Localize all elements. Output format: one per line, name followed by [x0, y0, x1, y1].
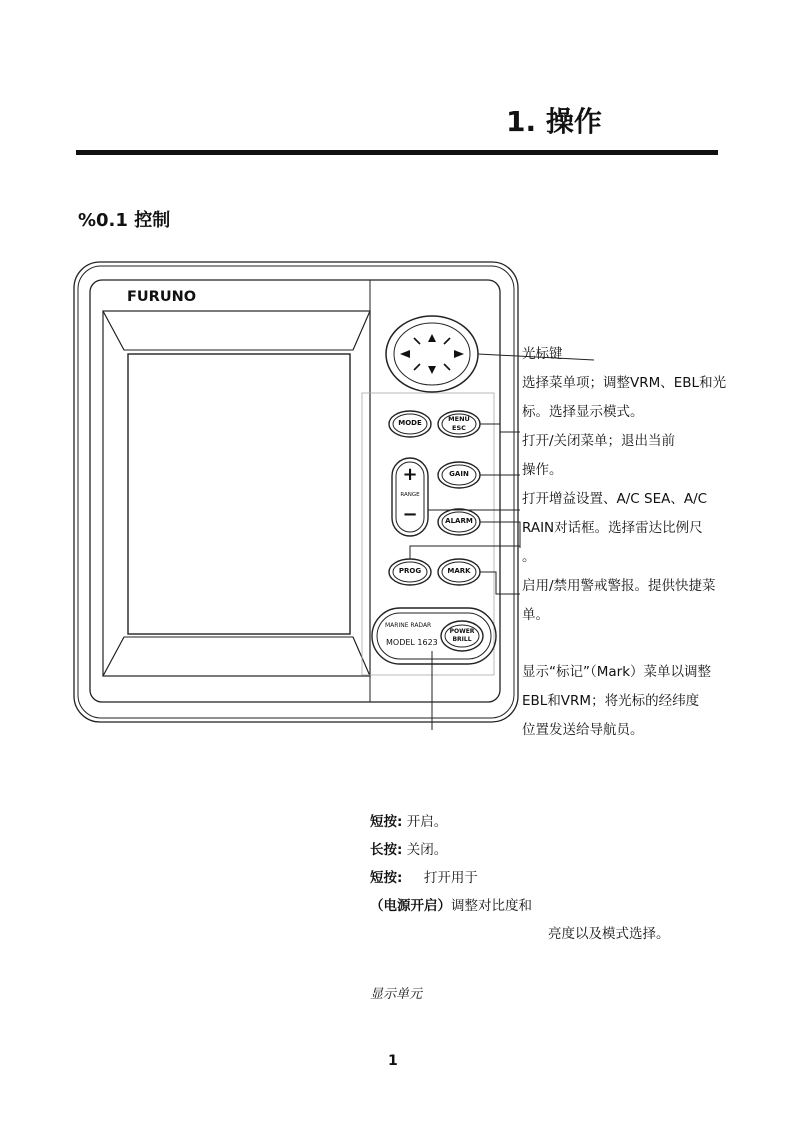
annotation-line: 位置发送给导航员。	[522, 722, 644, 738]
arrow-left-icon	[400, 350, 410, 358]
arrow-up-icon	[428, 334, 436, 342]
prog-button[interactable]: PROG	[398, 567, 422, 575]
annotation-block	[522, 369, 726, 630]
arrow-right-icon	[454, 350, 464, 358]
chapter-title: 1. 操作	[506, 105, 602, 138]
annotation-line: 。	[522, 549, 536, 565]
annotation-line: 打开/关闭菜单；退出当前	[522, 433, 676, 449]
esc-label: ESC	[452, 424, 466, 432]
power-label: POWER	[449, 628, 475, 635]
cursor-key-label: 光标键	[522, 346, 563, 362]
mark-button[interactable]: MARK	[447, 567, 471, 575]
short-press-text: 开启。	[406, 814, 448, 830]
section-title: %0.1 控制	[78, 210, 171, 231]
range-plus-button[interactable]: +	[402, 464, 418, 485]
mark-annotation-block	[522, 658, 711, 745]
annotation-line: 操作。	[522, 462, 563, 478]
menu-esc-button[interactable]	[443, 415, 475, 433]
short-press-label: 短按:	[370, 814, 403, 830]
page-number: 1	[388, 1053, 398, 1069]
annotation-line: RAIN对话框。选择雷达比例尺	[522, 520, 703, 536]
power-notes	[370, 808, 670, 948]
short-press2-text: 打开用于	[423, 870, 478, 886]
annotation-line: 标。选择显示模式。	[522, 404, 644, 420]
annotation-line: 选择菜单项；调整VRM、EBL和光	[522, 375, 727, 391]
figure-caption: 显示单元	[370, 987, 423, 1002]
annotation-line: 单。	[522, 607, 549, 623]
range-label: RANGE	[400, 492, 420, 498]
mode-button[interactable]: MODE	[398, 419, 422, 427]
annotation-line: 打开增益设置、A/C SEA、A/C	[522, 491, 708, 507]
gain-button[interactable]: GAIN	[449, 470, 469, 478]
annotation-line: 显示“标记”（Mark）菜单以调整	[522, 664, 712, 680]
long-press-label: 长按:	[370, 842, 403, 858]
power-on-text: 调整对比度和	[451, 898, 532, 914]
notes-continued: 亮度以及模式选择。	[548, 926, 670, 942]
alarm-button[interactable]: ALARM	[445, 517, 473, 525]
long-press-text: 关闭。	[406, 842, 448, 858]
screen	[128, 354, 350, 634]
power-brill-button[interactable]	[446, 628, 478, 644]
brill-label: BRILL	[452, 636, 472, 643]
power-on-label: （电源开启）	[370, 898, 451, 914]
menu-label: MENU	[448, 415, 470, 423]
screen-bevel-bottom	[103, 637, 370, 676]
cursor-pad-outer	[386, 316, 478, 392]
annotation-line: 启用/禁用警戒警报。提供快捷菜	[522, 578, 716, 594]
brand-logo: FURUNO	[127, 289, 197, 305]
model-number-label: MODEL 1623	[386, 638, 438, 647]
short-press2-label: 短按:	[370, 870, 403, 886]
range-minus-button[interactable]: −	[402, 504, 418, 525]
annotation-line: EBL和VRM；将光标的经纬度	[522, 693, 700, 709]
model-series-label: MARINE RADAR	[385, 622, 432, 629]
screen-bevel-top	[103, 311, 370, 350]
arrow-down-icon	[428, 366, 436, 374]
